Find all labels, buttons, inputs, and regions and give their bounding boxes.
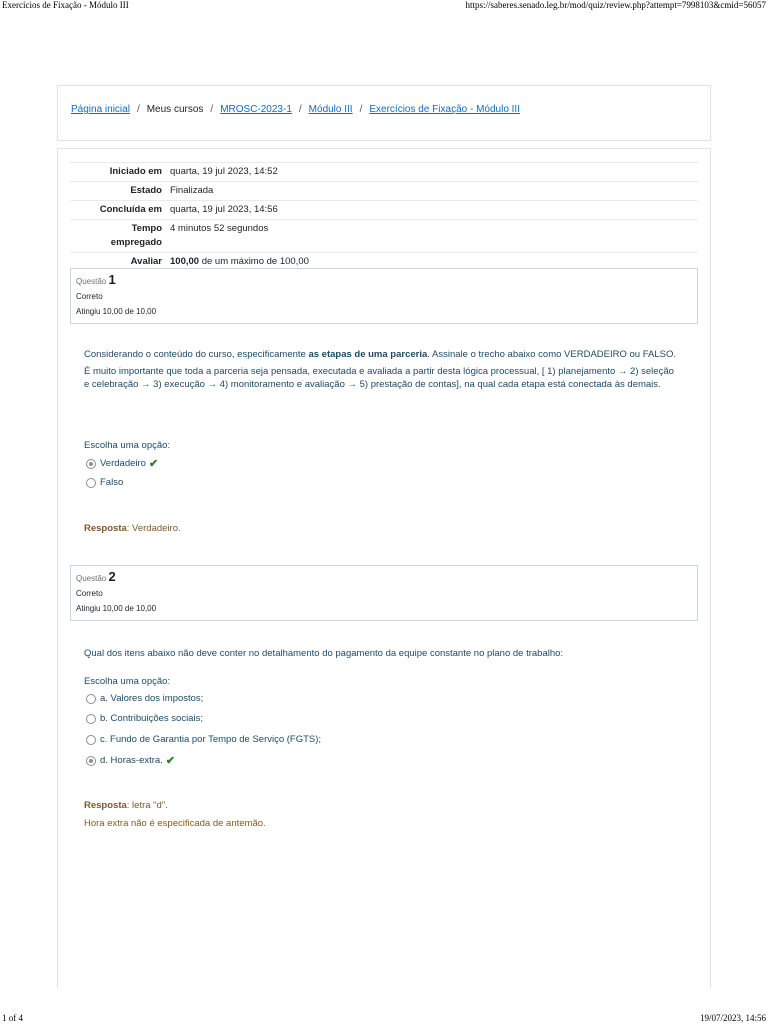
summary-row-state: [70, 181, 698, 200]
grade-value-bold: 100,00: [170, 256, 200, 267]
feedback-answer: [84, 798, 266, 813]
question-1-text-b: . Assinale o trecho abaixo como VERDADEIRO ou FALSO.: [427, 349, 676, 360]
question-number-value: 2: [108, 569, 116, 584]
breadcrumb-separator: /: [136, 104, 140, 115]
breadcrumb: [71, 104, 520, 115]
breadcrumb-module-link[interactable]: Módulo III: [308, 104, 353, 115]
print-title: Exercícios de Fixação - Módulo III: [2, 0, 129, 10]
radio-icon[interactable]: [86, 735, 96, 745]
question-grade: Atingiu 10,00 de 10,00: [76, 604, 157, 613]
breadcrumb-separator: /: [210, 104, 214, 115]
question-prefix: Questão: [76, 574, 107, 583]
question-1-prompt: Escolha uma opção:: [84, 440, 171, 451]
feedback-extra: Hora extra não é especificada de antemão.: [84, 818, 266, 829]
question-prefix: Questão: [76, 277, 107, 286]
time-value: 4 minutos 52 segundos: [170, 223, 269, 234]
breadcrumb-courses: Meus cursos: [146, 104, 204, 115]
feedback-value: : letra "d".: [126, 800, 168, 811]
breadcrumb-separator: /: [298, 104, 302, 115]
print-header: [0, 0, 768, 12]
question-2-option-a[interactable]: [86, 693, 203, 704]
breadcrumb-separator: /: [359, 104, 363, 115]
question-2-feedback: [84, 798, 266, 831]
grade-value: [170, 255, 698, 269]
radio-checked-icon[interactable]: [86, 756, 96, 766]
question-number-value: 1: [108, 272, 116, 287]
feedback-label: Resposta: [84, 523, 127, 534]
question-1-text-2: É muito importante que toda a parceria seja pensada, executada e avaliada a partir desta lógica processual, [ 1) planejamento → 2) seleção e celebração → 3) execução → 4) monitoramento e avaliação → 5) prestação de contas], na qual cada etapa está conectada às demais.: [84, 366, 674, 390]
question-1-info: [70, 268, 698, 324]
summary-row-time: [70, 219, 698, 252]
question-1-text: [84, 348, 680, 395]
question-1-text-a: Considerando o conteúdo do curso, especificamente: [84, 349, 309, 360]
radio-icon[interactable]: [86, 478, 96, 488]
state-value: Finalizada: [170, 185, 214, 196]
option-label: Falso: [100, 477, 124, 488]
question-2-prompt: Escolha uma opção:: [84, 676, 171, 687]
completed-label: Concluída em: [99, 204, 162, 215]
question-1-option-false[interactable]: [86, 477, 123, 488]
question-state: Correto: [76, 589, 103, 598]
question-2-text: Qual dos itens abaixo não deve conter no detalhamento do pagamento da equipe constante no plano de trabalho:: [84, 648, 564, 659]
print-url: https://saberes.senado.leg.br/mod/quiz/review.php?attempt=7998103&cmid=56057: [465, 0, 766, 10]
question-2-option-c[interactable]: [86, 734, 321, 745]
question-2-option-d[interactable]: [86, 754, 175, 767]
question-1-feedback: [84, 521, 181, 536]
time-label-line2: empregado: [110, 237, 162, 248]
question-number: [76, 570, 692, 586]
started-label: Iniciado em: [109, 166, 162, 177]
option-label: a. Valores dos impostos;: [100, 693, 204, 704]
option-label: c. Fundo de Garantia por Tempo de Serviço (FGTS);: [100, 734, 322, 745]
question-2-info: [70, 565, 698, 621]
radio-icon[interactable]: [86, 714, 96, 724]
completed-value: quarta, 19 jul 2023, 14:56: [170, 204, 278, 215]
option-label: d. Horas-extra.: [100, 755, 163, 766]
print-footer: [0, 1013, 768, 1024]
breadcrumb-quiz-link[interactable]: Exercícios de Fixação - Módulo III: [369, 104, 520, 115]
question-1-statement: [84, 348, 680, 361]
feedback-label: Resposta: [84, 800, 127, 811]
check-icon: ✔: [148, 458, 159, 470]
started-value: quarta, 19 jul 2023, 14:52: [170, 166, 278, 177]
summary-row-started: [70, 162, 698, 181]
time-label: [70, 222, 170, 250]
breadcrumb-card: [57, 85, 711, 141]
question-grade: Atingiu 10,00 de 10,00: [76, 307, 157, 316]
question-2-option-b[interactable]: [86, 713, 203, 724]
grade-label: Avaliar: [130, 256, 162, 267]
print-datetime: 19/07/2023, 14:56: [699, 1013, 766, 1023]
summary-row-completed: [70, 200, 698, 219]
check-icon: ✔: [165, 755, 176, 767]
option-label: Verdadeiro: [100, 458, 146, 469]
question-number: [76, 273, 692, 289]
question-1-text-bold: as etapas de uma parceria: [308, 349, 428, 360]
breadcrumb-home-link[interactable]: Página inicial: [71, 104, 130, 115]
attempt-summary-table: [70, 162, 698, 272]
question-state: Correto: [76, 292, 103, 301]
state-label: Estado: [130, 185, 162, 196]
print-page-count: 1 of 4: [2, 1013, 23, 1023]
radio-checked-icon[interactable]: [86, 459, 96, 469]
breadcrumb-course-link[interactable]: MROSC-2023-1: [220, 104, 292, 115]
time-label-line1: Tempo: [131, 223, 162, 234]
feedback-value: : Verdadeiro.: [126, 523, 181, 534]
question-1-option-true[interactable]: [86, 457, 158, 470]
grade-value-rest: de um máximo de 100,00: [199, 256, 309, 267]
radio-icon[interactable]: [86, 694, 96, 704]
option-label: b. Contribuições sociais;: [100, 713, 203, 724]
